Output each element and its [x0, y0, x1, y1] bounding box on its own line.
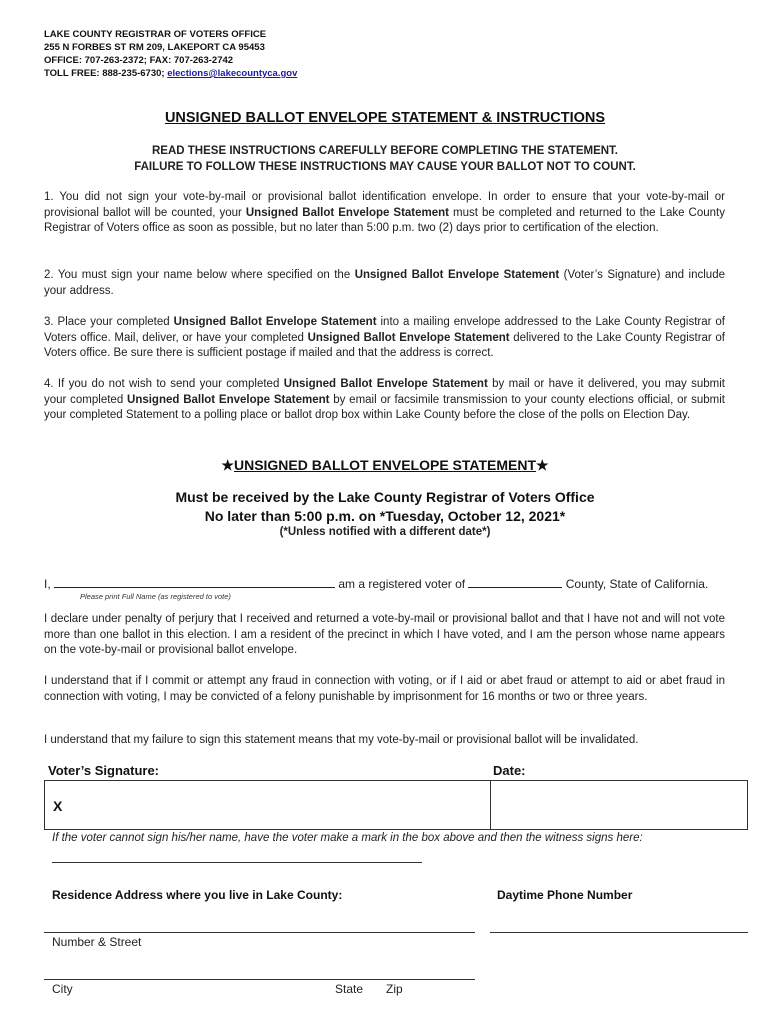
statement-title-text: UNSIGNED BALLOT ENVELOPE STATEMENT	[233, 457, 537, 473]
street-label: Number & Street	[52, 935, 142, 949]
signature-x-mark: X	[53, 798, 63, 814]
instruction-4: 4. If you do not wish to send your completed Unsigned Ballot Envelope Statement by mail or have it delivered, you may submit your completed Unsigned Ballot Envelope Statement by email or facsimile transmission to your county elections official, or submit your completed Statement to a polling place or ballot drop box within Lake County before the close of the polls on Election Day.	[44, 378, 725, 421]
instruction-3: 3. Place your completed Unsigned Ballot Envelope Statement into a mailing envelope addressed to the Lake County Registrar of Voters office. Mail, deliver, or have your completed Unsigned Ballot Envelope Statement delivered to the Lake County Registrar of Voters office. Be sure there is sufficient postage if mailed and that the address is correct.	[44, 316, 725, 359]
received-by-line: Must be received by the Lake County Registrar of Voters Office	[175, 489, 595, 505]
date-field[interactable]	[491, 781, 747, 829]
phone-field[interactable]	[490, 932, 748, 933]
full-name-field[interactable]	[54, 576, 335, 588]
street-address-field[interactable]	[44, 932, 475, 933]
perjury-declaration: I declare under penalty of perjury that I received and returned a vote-by-mail or provisional ballot and that I have not and will not vote more than one ballot in this election. I am a resident of the precinct in which I have voted, and I am the person whose name appears on the vote-by-mail or provisional ballot envelope.	[44, 613, 725, 656]
warning-line-2: FAILURE TO FOLLOW THESE INSTRUCTIONS MAY CAUSE YOUR BALLOT NOT TO COUNT.	[134, 161, 636, 173]
unless-notified-note: (*Unless notified with a different date*)	[279, 526, 491, 538]
email-link[interactable]: elections@lakecountyca.gov	[167, 68, 298, 79]
warning-line-1: READ THESE INSTRUCTIONS CAREFULLY BEFORE COMPLETING THE STATEMENT.	[152, 145, 618, 157]
city-label: City	[52, 982, 73, 996]
phone-label: Daytime Phone Number	[497, 888, 633, 902]
witness-note: If the voter cannot sign his/her name, have the voter make a mark in the box above and then the witness signs here:	[52, 832, 643, 844]
fraud-statement: I understand that if I commit or attempt any fraud in connection with voting, or if I aid or abet fraud or attempt to aid or abet fraud in connection with voting, I may be convicted of a felony punishable by imprisonment for 16 months or two or three years.	[44, 675, 725, 703]
witness-signature-line[interactable]	[52, 862, 422, 863]
star-icon: ★	[536, 457, 549, 473]
invalidation-statement: I understand that my failure to sign this statement means that my vote-by-mail or provisional ballot will be invalidated.	[44, 734, 639, 746]
state-label: State	[335, 982, 364, 996]
instruction-2: 2. You must sign your name below where specified on the Unsigned Ballot Envelope Statement (Voter’s Signature) and include your address.	[44, 269, 725, 297]
deadline-line: No later than 5:00 p.m. on *Tuesday, October 12, 2021*	[204, 508, 566, 524]
office-address: 255 N FORBES ST RM 209, LAKEPORT CA 95453	[44, 42, 265, 53]
office-phone-fax: OFFICE: 707-263-2372; FAX: 707-263-2742	[44, 55, 234, 66]
office-toll-free	[44, 67, 297, 80]
zip-label: Zip	[386, 982, 403, 996]
date-label: Date:	[493, 763, 526, 778]
residence-address-label: Residence Address where you live in Lake County:	[52, 888, 343, 902]
print-name-note: Please print Full Name (as registered to vote)	[80, 592, 231, 601]
signature-box	[44, 780, 748, 830]
city-state-zip-field[interactable]	[44, 979, 475, 980]
warning-block	[0, 143, 770, 175]
office-header	[44, 28, 297, 80]
voter-signature-label: Voter’s Signature:	[48, 763, 160, 778]
county-field[interactable]	[468, 576, 562, 588]
star-icon: ★	[221, 457, 234, 473]
signature-field[interactable]	[45, 781, 490, 829]
deadline-block	[0, 488, 770, 526]
statement-title	[0, 457, 770, 474]
instruction-1: 1. You did not sign your vote-by-mail or provisional ballot identification envelope. In order to ensure that your vote-by-mail or provisional ballot will be counted, your Unsigned Ballot Envelope Statement must be completed and returned to the Lake County Registrar of Voters office as soon as possible, but no later than 5:00 p.m. two (2) days prior to certification of the election.	[44, 191, 725, 234]
toll-free-text: TOLL FREE: 888-235-6730;	[44, 68, 168, 79]
office-name: LAKE COUNTY REGISTRAR OF VOTERS OFFICE	[44, 29, 267, 40]
page-title: UNSIGNED BALLOT ENVELOPE STATEMENT & INSTRUCTIONS	[164, 110, 606, 126]
voter-declaration-line: I, am a registered voter of County, State of California.	[44, 577, 709, 591]
